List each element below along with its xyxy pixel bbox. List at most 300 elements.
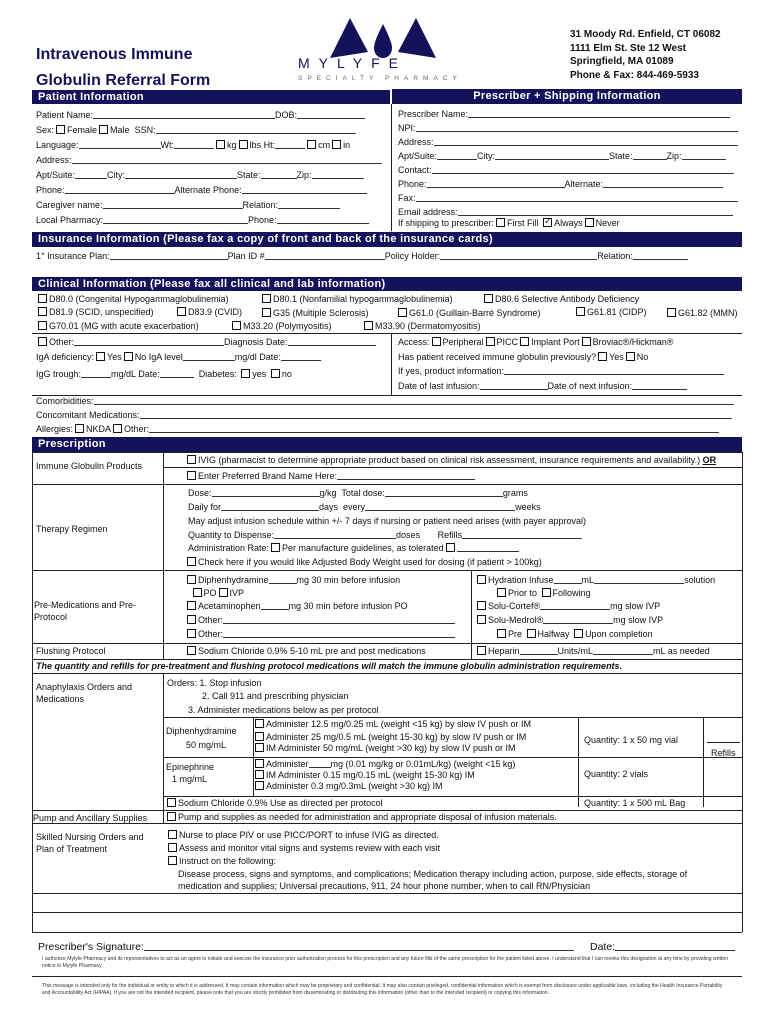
diagnosis-date-field[interactable] <box>288 337 376 346</box>
in-label: in <box>343 140 351 150</box>
ivig-label: IVIG (pharmacist to determine appropriate product based on clinical risk assessment, insurance requirements and availability.) <box>198 455 701 465</box>
nkda-label: NKDA <box>86 424 112 434</box>
diabetes-no-label: no <box>281 369 292 379</box>
epi-dose2-label: IM Administer 0.15 mg/0.15 mL (weight 15-30 kg) IM <box>266 770 475 780</box>
next-infusion-field[interactable] <box>632 381 687 390</box>
sex-label: Sex: <box>36 125 55 135</box>
never-label: Never <box>595 218 620 228</box>
premed-other2-field[interactable] <box>223 629 455 638</box>
solu-medrol-checkbox[interactable] <box>477 615 486 624</box>
first-fill-label: First Fill <box>507 218 539 228</box>
insurance-relation-field[interactable] <box>633 251 688 260</box>
pharmacy-phone-field[interactable] <box>277 215 369 224</box>
patient-apt-field[interactable] <box>75 170 107 179</box>
epi-dose3-label: Administer 0.3 mg/0.3mL (weight >30 kg) IM <box>266 781 443 791</box>
gkg-label: g/kg <box>319 488 337 498</box>
hydration-ml-field[interactable] <box>554 575 582 584</box>
igg-date-label: mg/dL Date: <box>111 369 160 379</box>
total-dose-label: Total dose: <box>341 488 385 498</box>
adjusted-bw-checkbox[interactable] <box>187 557 196 566</box>
igg-trough-label: IgG trough: <box>36 369 82 379</box>
dx-d806-checkbox[interactable] <box>484 294 493 303</box>
brand-checkbox[interactable] <box>187 471 196 480</box>
alt-phone-label: Alternate Phone: <box>174 185 242 195</box>
implant-port-label: Implant Port <box>531 337 580 347</box>
patient-info-header: Patient Information <box>32 90 390 104</box>
picc-checkbox[interactable] <box>486 337 495 346</box>
patient-name-field[interactable] <box>93 110 275 119</box>
dx-d819-label: D81.9 (SCID, unspecified) <box>49 307 154 317</box>
dose-label: Dose: <box>188 488 212 498</box>
insurance-plan-label: 1° Insurance Plan: <box>36 251 110 261</box>
po-checkbox[interactable] <box>193 588 202 597</box>
admin-rate-label: Administration Rate: <box>188 543 270 553</box>
dx-d801-checkbox[interactable] <box>262 294 271 303</box>
plan-id-label: Plan ID # <box>227 251 265 261</box>
caregiver-field[interactable] <box>103 200 243 209</box>
implant-port-checkbox[interactable] <box>520 337 529 346</box>
iga-date-field[interactable] <box>281 352 321 361</box>
prescriber-zip-label: Zip: <box>666 151 682 161</box>
npi-label: NPI: <box>398 123 416 133</box>
upon-completion-label: Upon completion <box>585 629 653 639</box>
lbs-checkbox[interactable] <box>239 140 248 149</box>
diph-dose1-label: Administer 12.5 mg/0.25 mL (weight <15 kg) by slow IV push or IM <box>266 719 532 729</box>
daily-for-field[interactable] <box>221 502 319 511</box>
signature-label: Prescriber's Signature: <box>38 941 144 953</box>
diph-quantity: Quantity: 1 x 50 mg vial <box>584 735 679 745</box>
prescriber-info-header: Prescriber + Shipping Information <box>392 89 742 104</box>
prior-to-label: Prior to <box>508 588 538 598</box>
language-label: Language: <box>36 140 79 150</box>
access-label: Access: <box>398 337 430 347</box>
admin-rate-other-checkbox[interactable] <box>446 543 455 552</box>
fax-label: Fax: <box>398 193 416 203</box>
insurance-plan-field[interactable] <box>110 251 228 260</box>
in-checkbox[interactable] <box>332 140 341 149</box>
prescriber-phone-field[interactable] <box>427 179 565 188</box>
pre-label: Pre <box>508 629 523 639</box>
dx-g6181-label: G61.81 (CIDP) <box>587 307 647 317</box>
contact-label: Contact: <box>398 165 432 175</box>
allergy-other-checkbox[interactable] <box>113 424 122 433</box>
patient-name-label: Patient Name: <box>36 110 94 120</box>
ssn-field[interactable] <box>156 125 356 134</box>
dx-g6182-checkbox[interactable] <box>667 308 676 317</box>
concomitant-meds-label: Concomitant Medications: <box>36 410 140 420</box>
nacl-anaph-label: Sodium Chloride 0.9% Use as directed per protocol <box>178 798 383 808</box>
diphenhydramine-label: Diphenhydramine <box>198 575 269 585</box>
solu-medrol-unit: mg slow IVP <box>613 615 664 625</box>
solution-label: solution <box>684 575 716 585</box>
language-field[interactable] <box>79 140 161 149</box>
male-label: Male <box>110 125 130 135</box>
dx-d839-checkbox[interactable] <box>177 307 186 316</box>
prescriber-name-field[interactable] <box>468 109 730 118</box>
nkda-checkbox[interactable] <box>75 424 84 433</box>
acetaminophen-label: Acetaminophen <box>198 601 261 611</box>
allergies-label: Allergies: <box>36 424 74 434</box>
female-label: Female <box>67 125 98 135</box>
dx-other-label: Other: <box>49 337 75 347</box>
heparin-label: Heparin <box>488 646 520 656</box>
epi-dose1-checkbox[interactable] <box>255 759 264 768</box>
instruct-label: Instruct on the following: <box>179 856 277 866</box>
prescriber-address-label: Address: <box>398 137 434 147</box>
total-dose-field[interactable] <box>385 488 503 497</box>
days-label: days <box>319 502 339 512</box>
policy-holder-field[interactable] <box>440 251 597 260</box>
kg-label: kg <box>227 140 237 150</box>
acetaminophen-dose-field[interactable] <box>261 601 289 610</box>
ml-label: mL <box>581 575 595 585</box>
previous-no-label: No <box>636 352 649 362</box>
refills-label: Refills <box>437 530 463 540</box>
local-pharmacy-field[interactable] <box>103 215 248 224</box>
confidentiality-text: This message is intended only for the individual or entity to which it is addressed. It may contain information which may be proprietary and confidential. It may also contain privileged, confidential information which is exempt from disclosure under applicable laws, including the Health Insurance Portability and Accountability Act (HIPAA). If you are not the intended recipient, please note that you are strictly prohibited from disseminating or distributing this information (other than to the intended recipient) or copying this information. <box>42 983 723 996</box>
prescriber-zip-field[interactable] <box>682 151 726 160</box>
patient-state-label: State: <box>237 170 261 180</box>
dx-m3390-label: M33.90 (Dermatomyositis) <box>375 321 481 331</box>
dx-g610-label: G61.0 (Guillain-Barré Syndrome) <box>409 308 541 318</box>
ivp-checkbox[interactable] <box>219 588 228 597</box>
signature-field[interactable] <box>144 941 574 951</box>
nacl-anaph-checkbox[interactable] <box>167 798 176 807</box>
height-label: Ht: <box>263 140 276 150</box>
quantity-field[interactable] <box>274 530 396 539</box>
insurance-header: Insurance Information (Please fax a copy of front and back of the insurance cards) <box>32 232 742 247</box>
prior-to-checkbox[interactable] <box>497 588 506 597</box>
patient-zip-field[interactable] <box>312 170 364 179</box>
patient-phone-field[interactable] <box>65 185 175 194</box>
policy-holder-label: Policy Holder: <box>384 251 441 261</box>
heparin-ml-field[interactable] <box>593 646 653 655</box>
always-label: Always <box>554 218 583 228</box>
dx-other-checkbox[interactable] <box>38 337 47 346</box>
patient-address-field[interactable] <box>72 155 382 164</box>
prescriber-address-field[interactable] <box>434 137 738 146</box>
dx-m3390-checkbox[interactable] <box>364 321 373 330</box>
broviac-label: Broviac®/Hickman® <box>592 337 674 347</box>
acet-timing-label: mg 30 min before infusion PO <box>288 601 408 611</box>
therapy-regimen-label: Therapy Regimen <box>36 524 108 534</box>
never-checkbox[interactable] <box>585 218 594 227</box>
patient-apt-label: Apt/Suite: <box>36 170 76 180</box>
last-infusion-label: Date of last infusion: <box>398 381 480 391</box>
diphenhydramine-checkbox[interactable] <box>187 575 196 584</box>
previous-yes-label: Yes <box>609 352 624 362</box>
units-label: Units/mL <box>557 646 594 656</box>
patient-state-field[interactable] <box>261 170 297 179</box>
allergy-other-label: Other: <box>124 424 150 434</box>
quantity-refills-note: The quantity and refills for pre-treatment and flushing protocol medications will match the immune globulin administration requirements. <box>36 661 623 671</box>
orders-line2: 2. Call 911 and prescribing physician <box>202 691 349 701</box>
diagnosis-date-label: Diagnosis Date: <box>224 337 288 347</box>
mylyfe-logo-mark <box>328 14 438 60</box>
brand-label: Enter Preferred Brand Name Here: <box>198 471 338 481</box>
plan-id-field[interactable] <box>265 251 385 260</box>
previous-no-checkbox[interactable] <box>626 352 635 361</box>
per-manufacture-checkbox[interactable] <box>271 543 280 552</box>
npi-field[interactable] <box>416 123 738 132</box>
every-label: every <box>343 502 366 512</box>
diphenhydramine-dose-field[interactable] <box>269 575 297 584</box>
iga-deficiency-label: IgA deficiency: <box>36 352 95 362</box>
caregiver-label: Caregiver name: <box>36 200 103 210</box>
next-infusion-label: Date of next infusion: <box>547 381 633 391</box>
premed-label: Pre-Medications and Pre-Protocol <box>34 600 137 622</box>
instruct-detail-2: medication and supplies; Universal precautions, 911, 24 hour phone number, when to call RN/Physician <box>178 881 591 891</box>
broviac-checkbox[interactable] <box>582 337 591 346</box>
nacl-flush-checkbox[interactable] <box>187 646 196 655</box>
premed-other1-label: Other: <box>198 615 224 625</box>
iga-date-label: mg/dl Date: <box>234 352 281 362</box>
assess-vitals-label: Assess and monitor vital signs and systems review with each visit <box>179 843 441 853</box>
pump-text: Pump and supplies as needed for administration and appropriate disposal of infusion materials. <box>178 812 557 822</box>
patient-address-label: Address: <box>36 155 72 165</box>
igg-trough-field[interactable] <box>81 369 111 378</box>
orders-line1: Orders: 1. Stop infusion <box>167 678 262 688</box>
diph-dose1-checkbox[interactable] <box>255 719 264 728</box>
solu-cortef-unit: mg slow IVP <box>610 601 661 611</box>
heparin-units-field[interactable] <box>520 646 558 655</box>
hydration-label: Hydration Infuse <box>488 575 554 585</box>
diph-dose2-label: Administer 25 mg/0.5 mL (weight 15-30 kg) by slow IV push or IM <box>266 732 527 742</box>
lbs-label: lbs <box>249 140 262 150</box>
orders-line3: 3. Administer medications below as per protocol <box>188 705 379 715</box>
anaphylaxis-label: Anaphylaxis Orders and Medications <box>36 682 133 704</box>
nurse-piv-checkbox[interactable] <box>168 830 177 839</box>
solu-cortef-checkbox[interactable] <box>477 601 486 610</box>
caregiver-relation-label: Relation: <box>242 200 279 210</box>
dx-other-field[interactable] <box>74 337 224 346</box>
dx-d801-label: D80.1 (Nonfamilial hypogammaglobulinemia) <box>273 294 453 304</box>
male-checkbox[interactable] <box>99 125 108 134</box>
pharmacy-phone-label: Phone: <box>248 215 277 225</box>
iga-level-field[interactable] <box>183 352 235 361</box>
prescription-header: Prescription <box>32 437 742 452</box>
prescriber-state-label: State: <box>609 151 633 161</box>
dose-field[interactable] <box>212 488 320 497</box>
caregiver-relation-field[interactable] <box>278 200 340 209</box>
email-field[interactable] <box>458 207 733 216</box>
peripheral-checkbox[interactable] <box>432 337 441 346</box>
kg-checkbox[interactable] <box>216 140 225 149</box>
local-pharmacy-label: Local Pharmacy: <box>36 215 104 225</box>
dx-m3320-label: M33.20 (Polymyositis) <box>243 321 332 331</box>
diph-concentration: 50 mg/mL <box>186 740 227 750</box>
ivig-checkbox[interactable] <box>187 455 196 464</box>
allergy-other-field[interactable] <box>149 424 719 433</box>
admin-rate-other-field[interactable] <box>457 543 519 552</box>
weeks-label: weeks <box>515 502 541 512</box>
hydration-solution-field[interactable] <box>594 575 684 584</box>
dx-g35-checkbox[interactable] <box>262 308 271 317</box>
pump-supplies-label: Pump and Ancillary Supplies <box>33 813 148 823</box>
solu-medrol-field[interactable] <box>543 615 613 624</box>
previous-ig-label: Has patient received immune globulin previously? <box>398 352 597 362</box>
brand-field[interactable] <box>337 471 475 480</box>
doses-label: doses <box>396 530 421 540</box>
epi-dose1-field[interactable] <box>309 759 331 768</box>
instruct-checkbox[interactable] <box>168 856 177 865</box>
premed-other1-checkbox[interactable] <box>187 615 196 624</box>
fax-field[interactable] <box>416 193 738 202</box>
logo-tagline: SPECIALTY PHARMACY <box>298 75 462 82</box>
date-field[interactable] <box>615 941 735 951</box>
skilled-nursing-label: Skilled Nursing Orders and Plan of Treatment <box>36 832 144 854</box>
cm-checkbox[interactable] <box>307 140 316 149</box>
prescriber-alt-label: Alternate: <box>564 179 604 189</box>
concomitant-meds-field[interactable] <box>140 410 732 419</box>
ig-products-label: Immune Globulin Products <box>36 461 143 471</box>
anaph-refills-label: Refills <box>711 748 736 758</box>
last-infusion-field[interactable] <box>480 381 548 390</box>
alt-phone-field[interactable] <box>242 185 367 194</box>
halfway-checkbox[interactable] <box>527 629 536 638</box>
prescriber-phone-label: Phone: <box>398 179 427 189</box>
ml-needed-label: mL as needed <box>653 646 710 656</box>
iga-no-checkbox[interactable] <box>124 352 133 361</box>
prescriber-alt-field[interactable] <box>603 179 723 188</box>
diabetes-yes-label: yes <box>252 369 267 379</box>
insurance-relation-label: Relation: <box>597 251 633 261</box>
ivp-label: IVP <box>229 588 245 598</box>
solu-cortef-label: Solu-Cortef® <box>488 601 541 611</box>
prescriber-apt-field[interactable] <box>437 151 477 160</box>
igg-date-field[interactable] <box>160 369 194 378</box>
product-info-label: If yes, product information: <box>398 366 505 376</box>
authorization-text: I authorize Mylyfe Pharmacy and its representatives to act as an agent to initiate and execute the insurance prior authorization process for this prescription and any future fills of the same prescription for the patient listed above. I understand that I can revoke this designation at any time by providing written notice to Mylyfe Pharmacy <box>42 956 729 969</box>
form-title: Intravenous Immune Globulin Referral Form <box>36 46 211 89</box>
dx-d819-checkbox[interactable] <box>38 307 47 316</box>
solu-medrol-label: Solu-Medrol® <box>488 615 544 625</box>
diph-timing-label: mg 30 min before infusion <box>296 575 401 585</box>
dx-g6181-checkbox[interactable] <box>576 307 585 316</box>
patient-zip-label: Zip: <box>296 170 312 180</box>
premed-other1-field[interactable] <box>223 615 455 624</box>
dob-label: DOB: <box>275 110 298 120</box>
daily-for-label: Daily for <box>188 502 222 512</box>
epi-dose1-label: Administer <box>266 759 309 769</box>
pharmacy-address: 31 Moody Rd. Enfield, CT 06082 1111 Elm St. Ste 12 West Springfield, MA 01089 Phone & Fax: 844-469-5933 <box>570 29 721 81</box>
height-field[interactable] <box>275 140 305 149</box>
premed-other2-label: Other: <box>198 629 224 639</box>
epi-dose3-checkbox[interactable] <box>255 781 264 790</box>
comorbidities-field[interactable] <box>94 396 734 405</box>
every-field[interactable] <box>365 502 515 511</box>
previous-yes-checkbox[interactable] <box>598 352 607 361</box>
dx-g7001-label: G70.01 (MG with acute exacerbation) <box>49 321 199 331</box>
iga-yes-checkbox[interactable] <box>96 352 105 361</box>
email-label: Email address: <box>398 207 458 217</box>
upon-completion-checkbox[interactable] <box>574 629 583 638</box>
prescriber-state-field[interactable] <box>633 151 667 160</box>
dx-d806-label: D80.6 Selective Antibody Deficiency <box>495 294 640 304</box>
adjust-schedule-text: May adjust infusion schedule within +/- 7 days if nursing or patient need arises (with payer approval) <box>188 516 586 526</box>
prescriber-city-field[interactable] <box>495 151 609 160</box>
prescriber-apt-label: Apt/Suite: <box>398 151 438 161</box>
solu-cortef-field[interactable] <box>540 601 610 610</box>
iga-level-label: IgA level <box>148 352 183 362</box>
ssn-label: SSN: <box>134 125 156 135</box>
patient-phone-label: Phone: <box>36 185 65 195</box>
diph-dose2-checkbox[interactable] <box>255 732 264 741</box>
weight-field[interactable] <box>174 140 214 149</box>
patient-city-label: City: <box>107 170 126 180</box>
weight-label: Wt: <box>160 140 175 150</box>
dob-field[interactable] <box>297 110 365 119</box>
epi-dose1-detail: mg (0.01 mg/kg or 0.01mL/kg) (weight <15 kg) <box>330 759 516 769</box>
following-checkbox[interactable] <box>542 588 551 597</box>
refills-field[interactable] <box>462 530 582 539</box>
first-fill-checkbox[interactable] <box>496 218 505 227</box>
diph-dose3-checkbox[interactable] <box>255 743 264 752</box>
iga-yes-label: Yes <box>107 352 122 362</box>
iga-no-label: No <box>134 352 147 362</box>
pre-checkbox[interactable] <box>497 629 506 638</box>
contact-field[interactable] <box>432 165 734 174</box>
instruct-detail-1: Disease process, signs and symptoms, and complications; Medication therapy including action, purpose, side effects, storage of <box>178 869 688 879</box>
assess-vitals-checkbox[interactable] <box>168 843 177 852</box>
nacl-quantity: Quantity: 1 x 500 mL Bag <box>584 798 686 808</box>
quantity-label: Quantity to Dispense: <box>188 530 275 540</box>
female-checkbox[interactable] <box>56 125 65 134</box>
dx-d800-label: D80.0 (Congenital Hypogammaglobulinemia) <box>49 294 229 304</box>
premed-other2-checkbox[interactable] <box>187 629 196 638</box>
diph-anaph-label: Diphenhydramine <box>166 726 237 736</box>
heparin-checkbox[interactable] <box>477 646 486 655</box>
always-checkbox[interactable] <box>543 218 552 227</box>
epi-quantity: Quantity: 2 vials <box>584 769 649 779</box>
cm-label: cm <box>318 140 331 150</box>
diabetes-no-checkbox[interactable] <box>271 369 280 378</box>
date-label: Date: <box>590 941 616 953</box>
dx-g35-label: G35 (Multiple Sclerosis) <box>273 308 369 318</box>
grams-label: grams <box>502 488 528 498</box>
hydration-checkbox[interactable] <box>477 575 486 584</box>
dx-g7001-checkbox[interactable] <box>38 321 47 330</box>
pump-checkbox[interactable] <box>167 812 176 821</box>
patient-city-field[interactable] <box>125 170 237 179</box>
or-label: OR <box>702 455 717 465</box>
dx-d839-label: D83.9 (CVID) <box>188 307 243 317</box>
picc-label: PICC <box>496 337 519 347</box>
per-manufacture-label: Per manufacture guidelines, as tolerated <box>282 543 444 553</box>
dx-g610-checkbox[interactable] <box>398 308 407 317</box>
diabetes-yes-checkbox[interactable] <box>241 369 250 378</box>
nurse-piv-label: Nurse to place PIV or use PICC/PORT to infuse IVIG as directed. <box>179 830 439 840</box>
comorbidities-label: Comorbidities: <box>36 396 94 406</box>
prescriber-name-label: Prescriber Name: <box>398 109 469 119</box>
po-label: PO <box>203 588 217 598</box>
epi-dose2-checkbox[interactable] <box>255 770 264 779</box>
epinephrine-label: Epinephrine <box>166 762 215 772</box>
dx-d800-checkbox[interactable] <box>38 294 47 303</box>
prescriber-city-label: City: <box>477 151 496 161</box>
dx-m3320-checkbox[interactable] <box>232 321 241 330</box>
nacl-flush-label: Sodium Chloride 0.9% 5-10 mL pre and post medications <box>198 646 426 656</box>
product-info-field[interactable] <box>504 366 724 375</box>
epinephrine-concentration: 1 mg/mL <box>172 774 208 784</box>
flushing-protocol-label: Flushing Protocol <box>36 646 106 656</box>
clinical-header: Clinical Information (Please fax all clinical and lab information) <box>32 277 742 291</box>
dx-g6182-label: G61.82 (MMN) <box>678 308 738 318</box>
following-label: Following <box>552 588 591 598</box>
acetaminophen-checkbox[interactable] <box>187 601 196 610</box>
diph-dose3-label: IM Administer 50 mg/mL (weight >30 kg) by slow IV push or IM <box>266 743 516 753</box>
ship-to-prescriber-label: If shipping to prescriber: <box>398 218 495 228</box>
